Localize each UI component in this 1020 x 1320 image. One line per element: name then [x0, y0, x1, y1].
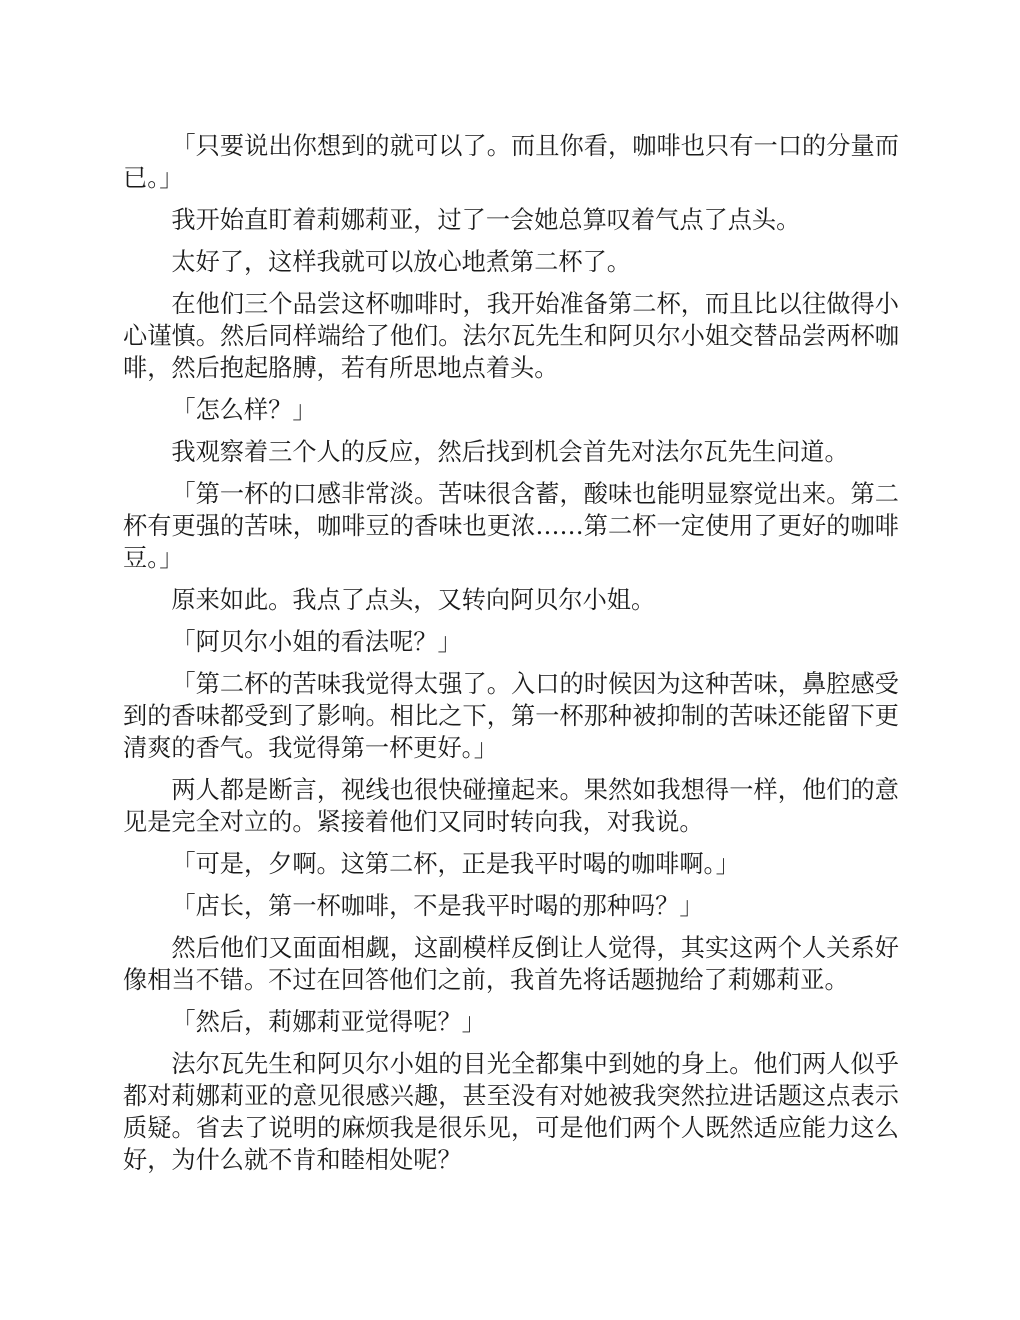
paragraph: 「然后，莉娜莉亚觉得呢？」 [171, 1008, 486, 1036]
paragraph: 「第二杯的苦味我觉得太强了。入口的时候因为这种苦味，鼻腔感受到的香味都受到了影响。相比之下，第一杯那种被抑制的苦味还能留下更清爽的香气。我觉得第一杯更好。」 [123, 670, 899, 762]
paragraph: 我开始直盯着莉娜莉亚，过了一会她总算叹着气点了点头。 [171, 206, 801, 234]
paragraph: 然后他们又面面相觑，这副模样反倒让人觉得，其实这两个人关系好像相当不错。不过在回答他们之前，我首先将话题抛给了莉娜莉亚。 [123, 934, 899, 994]
paragraph: 「第一杯的口感非常淡。苦味很含蓄，酸味也能明显察觉出来。第二杯有更强的苦味，咖啡豆的香味也更浓……第二杯一定使用了更好的咖啡豆。」 [123, 480, 899, 572]
paragraph: 「阿贝尔小姐的看法呢？」 [171, 628, 462, 656]
document-page [123, 130, 899, 1186]
paragraph: 法尔瓦先生和阿贝尔小姐的目光全都集中到她的身上。他们两人似乎都对莉娜莉亚的意见很感兴趣，甚至没有对她被我突然拉进话题这点表示质疑。省去了说明的麻烦我是很乐见，可是他们两个人既然适应能力这么好，为什么就不肯和睦相处呢？ [123, 1050, 899, 1174]
paragraph: 原来如此。我点了点头，又转向阿贝尔小姐。 [171, 586, 656, 614]
paragraph: 两人都是断言，视线也很快碰撞起来。果然如我想得一样，他们的意见是完全对立的。紧接着他们又同时转向我，对我说。 [123, 776, 899, 836]
paragraph: 「可是，夕啊。这第二杯，正是我平时喝的咖啡啊。」 [171, 850, 740, 878]
paragraph: 「只要说出你想到的就可以了。而且你看，咖啡也只有一口的分量而已。」 [123, 132, 899, 192]
paragraph: 在他们三个品尝这杯咖啡时，我开始准备第二杯，而且比以往做得小心谨慎。然后同样端给了他们。法尔瓦先生和阿贝尔小姐交替品尝两杯咖啡，然后抱起胳膊，若有所思地点着头。 [123, 290, 899, 382]
paragraph: 「店长，第一杯咖啡，不是我平时喝的那种吗？」 [171, 892, 704, 920]
paragraph: 太好了，这样我就可以放心地煮第二杯了。 [171, 248, 631, 276]
paragraph: 「怎么样？」 [171, 396, 317, 424]
paragraph: 我观察着三个人的反应，然后找到机会首先对法尔瓦先生问道。 [171, 438, 849, 466]
